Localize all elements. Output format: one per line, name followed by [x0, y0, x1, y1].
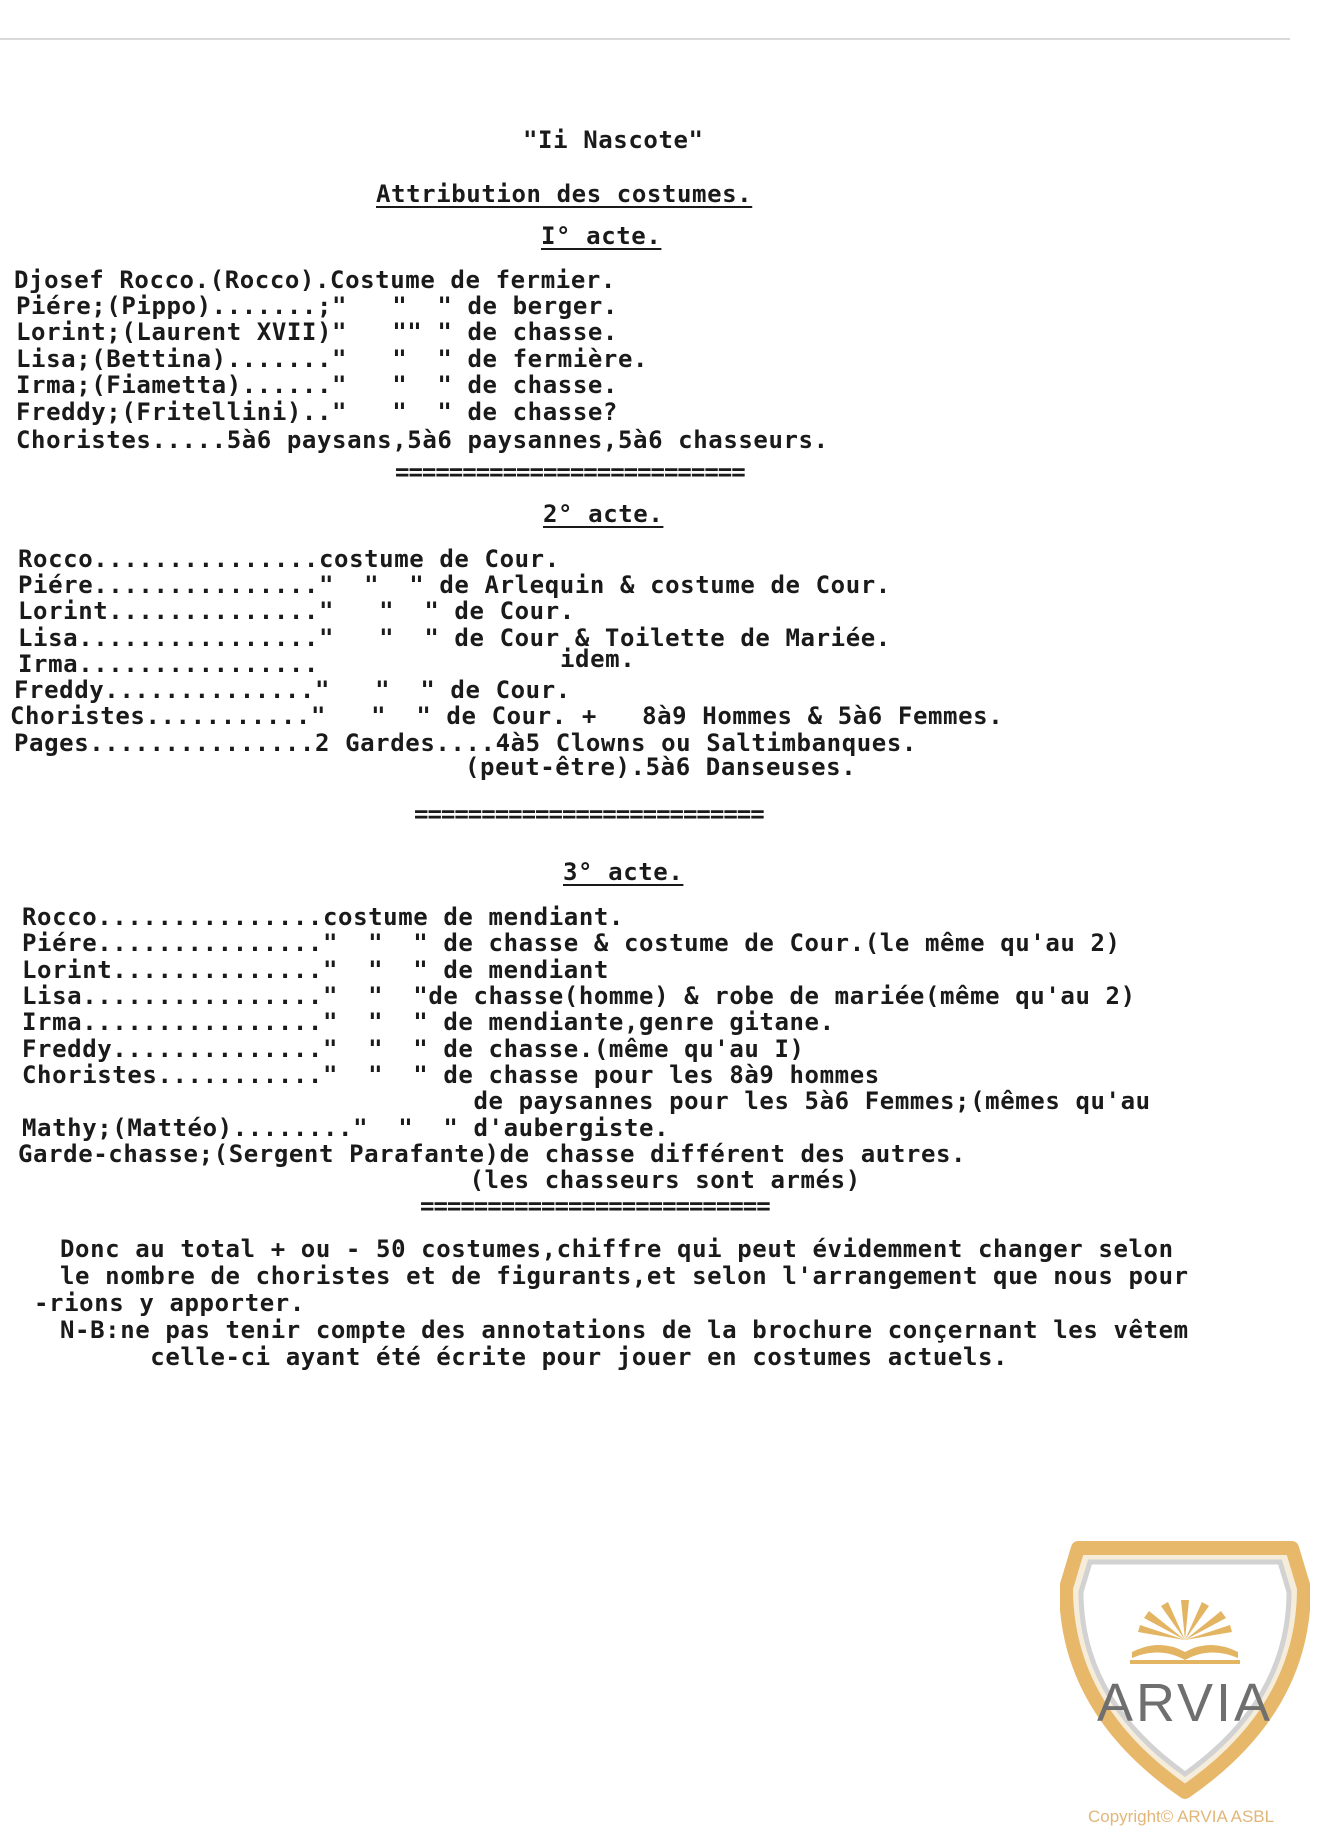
separator: ========================== — [420, 1192, 770, 1220]
document-heading: Attribution des costumes. — [376, 180, 753, 208]
act2-line: Irma................ — [18, 650, 319, 678]
document-title: "Ii Nascote" — [523, 126, 704, 154]
shield-icon — [1060, 1530, 1310, 1800]
act1-line: Choristes.....5à6 paysans,5à6 paysannes,5à6 chasseurs. — [16, 426, 829, 454]
act2-idem: idem. — [560, 645, 636, 673]
act3-heading: 3° acte. — [563, 858, 684, 886]
separator: ========================== — [395, 458, 745, 486]
act2-line: Lorint.............." " " de Cour. — [18, 597, 575, 625]
act2-extra: (peut-être).5à6 Danseuses. — [465, 753, 857, 781]
act2-heading: 2° acte. — [543, 500, 664, 528]
act1-line: Djosef Rocco.(Rocco).Costume de fermier. — [14, 266, 616, 294]
footer-line: le nombre de choristes et de figurants,et selon l'arrangement que nous pour — [60, 1262, 1189, 1290]
arvia-logo — [1060, 1530, 1310, 1800]
footer-line: Donc au total + ou - 50 costumes,chiffre qui peut évidemment changer selon — [60, 1235, 1174, 1263]
act3-line: (les chasseurs sont armés) — [18, 1166, 861, 1194]
act3-line: Garde-chasse;(Sergent Parafante)de chasse différent des autres. — [18, 1140, 967, 1168]
act2-line: Choristes..........." " " de Cour. + 8à9 Hommes & 5à6 Femmes. — [10, 702, 1004, 730]
act3-line: Piére..............." " " de chasse & costume de Cour.(le même qu'au 2) — [22, 929, 1121, 957]
act3-line: Lorint.............." " " de mendiant — [22, 956, 609, 984]
act3-line: Lisa................" " "de chasse(homme) & robe de mariée(même qu'au 2) — [22, 982, 1136, 1010]
act2-line: Lisa................" " " de Cour & Toilette de Mariée. — [18, 624, 891, 652]
act1-line: Lorint;(Laurent XVII)" "" " de chasse. — [16, 318, 618, 346]
act3-line: Freddy.............." " " de chasse.(même qu'au I) — [22, 1035, 805, 1063]
act1-line: Irma;(Fiametta)......" " " de chasse. — [16, 371, 618, 399]
act3-line: Mathy;(Mattéo)........" " " d'aubergiste. — [22, 1114, 670, 1142]
logo-text: ARVIA — [1096, 1673, 1274, 1733]
copyright-text: Copyright© ARVIA ASBL — [1088, 1807, 1275, 1826]
act3-line: de paysannes pour les 5à6 Femmes;(mêmes qu'au — [22, 1087, 1151, 1115]
act1-line: Piére;(Pippo).......;" " " de berger. — [16, 292, 618, 320]
act1-heading: I° acte. — [541, 222, 662, 250]
act2-line: Freddy.............." " " de Cour. — [14, 676, 571, 704]
act3-line: Irma................" " " de mendiante,genre gitane. — [22, 1008, 835, 1036]
act2-line: Rocco...............costume de Cour. — [18, 545, 560, 573]
act3-line: Rocco...............costume de mendiant. — [22, 903, 624, 931]
separator: ========================== — [414, 800, 764, 828]
act2-line: Pages...............2 Gardes....4à5 Clowns ou Saltimbanques. — [14, 729, 917, 757]
footer-line: celle-ci ayant été écrite pour jouer en costumes actuels. — [60, 1343, 1009, 1371]
act3-line: Choristes..........." " " de chasse pour les 8à9 hommes — [22, 1061, 880, 1089]
footer-line: -rions y apporter. — [34, 1289, 305, 1317]
act1-line: Freddy;(Fritellini).." " " de chasse? — [16, 398, 618, 426]
act2-line: Piére..............." " " de Arlequin & costume de Cour. — [18, 571, 891, 599]
act1-line: Lisa;(Bettina)......." " " de fermière. — [16, 345, 649, 373]
footer-line: N-B:ne pas tenir compte des annotations de la brochure conçernant les vêtem — [60, 1316, 1189, 1344]
